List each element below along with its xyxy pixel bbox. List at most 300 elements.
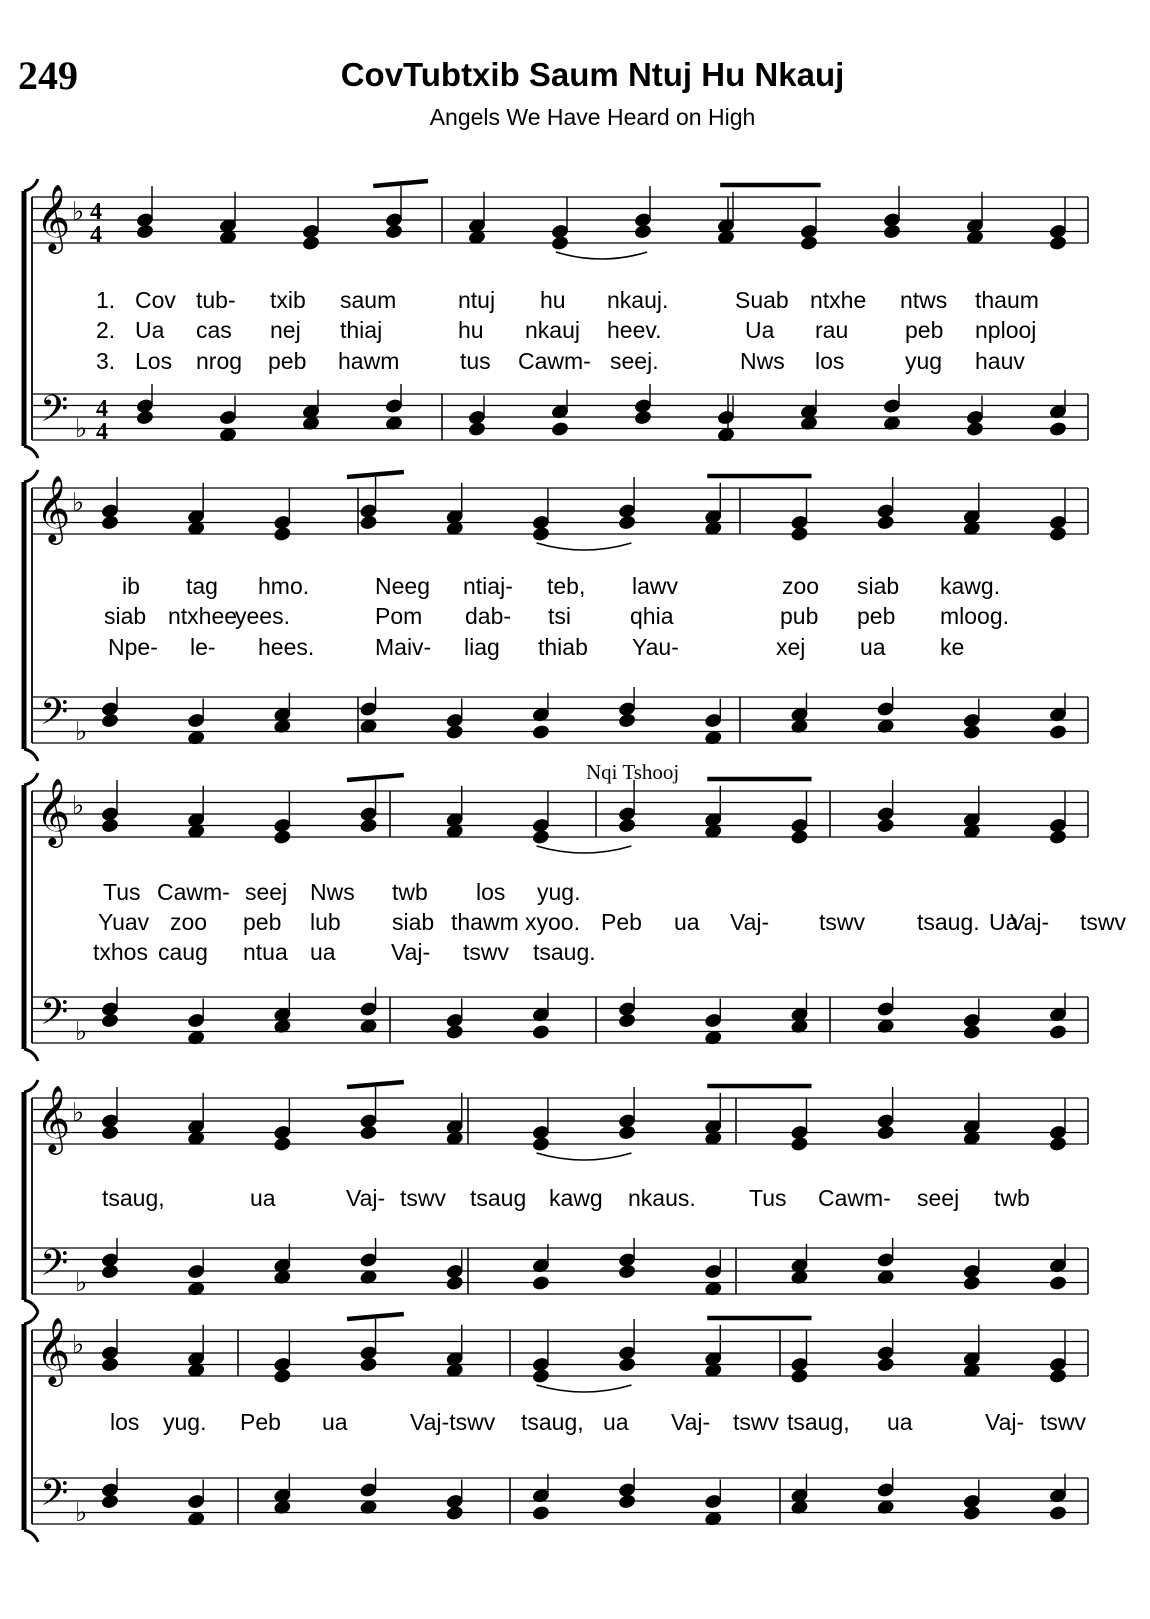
note-head	[963, 713, 980, 728]
note-head	[360, 702, 377, 717]
note-head	[1049, 1357, 1066, 1372]
note-head	[705, 1013, 722, 1028]
note-head	[877, 702, 894, 717]
lyric-syllable: tswv	[1040, 1409, 1086, 1435]
flat-sign-icon: ♭	[75, 717, 88, 747]
flat-sign-icon: ♭	[72, 488, 85, 518]
note-head	[446, 713, 463, 728]
note-head	[963, 1276, 980, 1291]
lyric-syllable: Vaj-	[671, 1409, 711, 1435]
note-head	[136, 224, 153, 239]
time-signature: 4	[90, 199, 102, 225]
note-head	[551, 422, 568, 437]
note-head	[791, 1137, 808, 1152]
hymn-number: 249	[18, 53, 78, 98]
lyric-syllable: kawg.	[940, 573, 1001, 599]
note-head	[717, 410, 734, 425]
note-head	[883, 213, 900, 228]
note-beam	[347, 1082, 404, 1087]
lyric-syllable: qhia	[630, 603, 674, 629]
note-head	[101, 702, 118, 717]
note-head	[619, 1013, 636, 1028]
note-head	[101, 807, 118, 822]
note-head	[634, 224, 651, 239]
note-head	[446, 1264, 463, 1279]
lyric-syllable: le-	[190, 634, 216, 660]
note-head	[446, 1013, 463, 1028]
hymn-subtitle: Angels We Have Heard on High	[429, 104, 756, 130]
note-head	[532, 515, 549, 530]
bass-clef-icon: 𝄢	[40, 691, 69, 742]
treble-clef-icon: 𝄞	[36, 777, 71, 845]
lyric-syllable: los	[815, 348, 845, 374]
note-head	[101, 1357, 118, 1372]
lyric-syllable: los	[110, 1409, 140, 1435]
lyric-syllable: thawm	[451, 909, 519, 935]
lyric-syllable: nej	[270, 317, 301, 343]
lyric-syllable: tsi	[548, 603, 571, 629]
note-head	[551, 236, 568, 251]
lyric-syllable: ntiaj-	[463, 573, 513, 599]
note-head	[360, 1114, 377, 1129]
note-head	[963, 1494, 980, 1509]
lyric-syllable: tsaug,	[787, 1409, 850, 1435]
note-head	[619, 1483, 636, 1498]
note-head	[800, 236, 817, 251]
lyric-syllable: tswv	[733, 1409, 779, 1435]
treble-clef-icon: 𝄞	[36, 1084, 71, 1152]
lyric-syllable: hu	[458, 317, 484, 343]
note-head	[877, 1125, 894, 1140]
lyric-syllable: Neeg	[375, 573, 430, 599]
note-head	[1049, 1276, 1066, 1291]
lyric-syllable: hees.	[258, 634, 315, 660]
lyric-syllable: tsaug	[470, 1185, 527, 1211]
lyric-syllable: yug.	[163, 1409, 207, 1435]
note-head	[705, 1264, 722, 1279]
lyric-syllable: seej	[917, 1185, 960, 1211]
note-head	[532, 1357, 549, 1372]
note-head	[385, 399, 402, 414]
lyric-syllable: nkaus.	[628, 1185, 696, 1211]
note-head	[634, 399, 651, 414]
lyric-syllable: ntxhe	[810, 287, 867, 313]
note-head	[619, 1002, 636, 1017]
note-head	[136, 213, 153, 228]
note-head	[101, 1013, 118, 1028]
lyric-syllable: tswv	[463, 939, 509, 965]
note-head	[101, 1483, 118, 1498]
note-head	[1049, 1125, 1066, 1140]
lyric-syllable: xej	[776, 634, 806, 660]
lyric-syllable: ntxhee	[168, 603, 238, 629]
lyric-syllable: dab-	[465, 603, 512, 629]
lyric-syllable: nplooj	[975, 317, 1037, 343]
note-head	[800, 224, 817, 239]
lyric-syllable: ib	[122, 573, 140, 599]
bass-clef-icon: 𝄢	[40, 1472, 69, 1523]
lyric-syllable: los	[476, 879, 506, 905]
note-head	[302, 236, 319, 251]
note-head	[1049, 830, 1066, 845]
note-head	[883, 224, 900, 239]
lyric-syllable: Vaj-	[1010, 909, 1050, 935]
lyric-syllable: Yau-	[632, 634, 679, 660]
lyric-syllable: Vaj-tswv	[410, 1409, 496, 1435]
note-head	[274, 1125, 291, 1140]
lyric-syllable: tsaug.	[917, 909, 980, 935]
treble-clef-icon: 𝄞	[36, 183, 71, 251]
lyric-syllable: Vaj-	[346, 1185, 386, 1211]
lyric-syllable: peb	[243, 909, 282, 935]
lyric-syllable: caug	[158, 939, 208, 965]
slur	[537, 1153, 632, 1160]
lyric-syllable: tswv	[819, 909, 865, 935]
note-head	[705, 713, 722, 728]
lyric-syllable: peb	[857, 603, 896, 629]
lyric-syllable: hauv	[975, 348, 1025, 374]
note-head	[877, 1114, 894, 1129]
lyric-syllable: Ua	[989, 909, 1019, 935]
lyric-syllable: cas	[196, 317, 232, 343]
lyric-syllable: hu	[540, 287, 566, 313]
note-head	[619, 807, 636, 822]
bass-clef-icon: 𝄢	[40, 991, 69, 1042]
lyric-syllable: thaum	[975, 287, 1039, 313]
lyric-syllable: Nws	[310, 879, 355, 905]
lyric-syllable: siab	[857, 573, 900, 599]
note-head	[532, 1506, 549, 1521]
note-head	[101, 1125, 118, 1140]
flat-sign-icon: ♭	[75, 414, 88, 444]
note-head	[963, 1025, 980, 1040]
lyric-syllable: 2.	[96, 317, 116, 343]
note-head	[188, 1494, 205, 1509]
note-head	[532, 818, 549, 833]
note-head	[136, 399, 153, 414]
lyric-syllable: ke	[940, 634, 965, 660]
slur	[537, 543, 632, 550]
note-head	[619, 702, 636, 717]
refrain-label: Nqi Tshooj	[586, 760, 680, 784]
note-head	[532, 527, 549, 542]
note-head	[274, 1369, 291, 1384]
note-head	[963, 1013, 980, 1028]
lyric-syllable: txhos	[93, 939, 148, 965]
lyric-syllable: twb	[392, 879, 428, 905]
note-head	[705, 1494, 722, 1509]
lyric-syllable: twb	[994, 1185, 1030, 1211]
note-head	[877, 1483, 894, 1498]
flat-sign-icon: ♭	[75, 1268, 88, 1298]
note-head	[360, 1483, 377, 1498]
lyric-syllable: peb	[268, 348, 307, 374]
note-head	[1049, 1025, 1066, 1040]
flat-sign-icon: ♭	[75, 1498, 88, 1528]
lyric-syllable: Suab	[735, 287, 789, 313]
note-head	[1049, 818, 1066, 833]
treble-clef-icon: 𝄞	[36, 1316, 71, 1384]
lyric-syllable: zoo	[170, 909, 208, 935]
lyric-syllable: Vaj-	[985, 1409, 1025, 1435]
note-head	[360, 1357, 377, 1372]
note-beam	[347, 472, 404, 477]
note-head	[963, 1506, 980, 1521]
note-head	[101, 1346, 118, 1361]
note-head	[532, 725, 549, 740]
lyric-syllable: Tus	[749, 1185, 787, 1211]
note-beam	[373, 181, 428, 186]
slur	[537, 1385, 632, 1392]
lyric-syllable: ua	[603, 1409, 629, 1435]
note-head	[634, 410, 651, 425]
note-head	[101, 1002, 118, 1017]
note-head	[877, 504, 894, 519]
lyric-syllable: yees.	[235, 603, 290, 629]
note-head	[385, 224, 402, 239]
note-head	[446, 1276, 463, 1291]
note-head	[188, 1013, 205, 1028]
note-head	[274, 1137, 291, 1152]
note-head	[619, 1253, 636, 1268]
note-head	[1049, 1369, 1066, 1384]
note-head	[619, 504, 636, 519]
slur	[556, 252, 647, 259]
note-head	[619, 713, 636, 728]
note-head	[634, 213, 651, 228]
lyric-syllable: yug	[905, 348, 943, 374]
lyric-syllable: ua	[310, 939, 336, 965]
lyric-syllable: tus	[460, 348, 491, 374]
note-head	[791, 527, 808, 542]
note-head	[136, 410, 153, 425]
lyric-syllable: ua	[887, 1409, 913, 1435]
lyric-syllable: tsaug.	[533, 939, 596, 965]
lyric-syllable: txib	[270, 287, 306, 313]
note-beam	[347, 1314, 404, 1319]
note-head	[532, 830, 549, 845]
lyric-syllable: nrog	[196, 348, 243, 374]
note-head	[360, 1125, 377, 1140]
lyric-syllable: Tus	[103, 879, 141, 905]
lyric-syllable: Peb	[601, 909, 642, 935]
lyric-syllable: ntuj	[458, 287, 496, 313]
system-bracket	[24, 446, 38, 458]
note-head	[791, 1369, 808, 1384]
lyric-syllable: ua	[322, 1409, 348, 1435]
lyric-syllable: seej	[245, 879, 288, 905]
note-head	[532, 1369, 549, 1384]
lyric-syllable: Nws	[740, 348, 785, 374]
note-head	[360, 1002, 377, 1017]
note-head	[302, 224, 319, 239]
note-head	[1049, 515, 1066, 530]
flat-sign-icon: ♭	[72, 197, 85, 227]
flat-sign-icon: ♭	[75, 1017, 88, 1047]
lyric-syllable: tswv	[400, 1185, 446, 1211]
note-head	[532, 1276, 549, 1291]
lyric-syllable: Cawm-	[157, 879, 230, 905]
lyric-syllable: ntua	[243, 939, 288, 965]
lyric-syllable: peb	[905, 317, 944, 343]
lyric-syllable: thiab	[538, 634, 588, 660]
lyric-syllable: kawg	[549, 1185, 603, 1211]
note-head	[274, 818, 291, 833]
lyric-syllable: siab	[104, 603, 147, 629]
note-head	[877, 1346, 894, 1361]
lyric-syllable: ua	[250, 1185, 276, 1211]
system-bracket	[24, 1530, 38, 1542]
note-head	[360, 515, 377, 530]
note-head	[1049, 1506, 1066, 1521]
note-head	[791, 1357, 808, 1372]
lyric-syllable: xyoo.	[525, 909, 580, 935]
note-head	[188, 1264, 205, 1279]
lyric-syllable: Cawm-	[518, 348, 591, 374]
note-head	[101, 504, 118, 519]
lyric-syllable: ua	[860, 634, 886, 660]
lyric-syllable: hawm	[338, 348, 400, 374]
lyric-syllable: Cawm-	[818, 1185, 891, 1211]
lyric-syllable: Vaj-	[730, 909, 770, 935]
note-head	[963, 725, 980, 740]
note-head	[1049, 1137, 1066, 1152]
note-head	[101, 1114, 118, 1129]
note-head	[360, 807, 377, 822]
bass-clef-icon: 𝄢	[40, 1242, 69, 1293]
lyric-syllable: pub	[780, 603, 819, 629]
lyric-syllable: tsaug,	[521, 1409, 584, 1435]
note-head	[619, 1125, 636, 1140]
treble-clef-icon: 𝄞	[36, 474, 71, 542]
lyric-syllable: mloog.	[940, 603, 1010, 629]
lyric-syllable: seej.	[610, 348, 659, 374]
note-head	[877, 1357, 894, 1372]
note-head	[101, 713, 118, 728]
note-head	[1049, 224, 1066, 239]
lyric-syllable: tswv	[1080, 909, 1126, 935]
note-head	[619, 1264, 636, 1279]
note-head	[219, 410, 236, 425]
note-head	[274, 1357, 291, 1372]
lyric-syllable: saum	[340, 287, 397, 313]
note-beam	[347, 775, 404, 780]
lyric-syllable: Maiv-	[375, 634, 432, 660]
note-head	[101, 515, 118, 530]
note-head	[188, 713, 205, 728]
note-head	[101, 1264, 118, 1279]
note-head	[966, 422, 983, 437]
note-head	[360, 1253, 377, 1268]
note-head	[385, 213, 402, 228]
slur	[537, 846, 632, 853]
lyric-syllable: ua	[674, 909, 700, 935]
note-head	[877, 515, 894, 530]
note-head	[883, 399, 900, 414]
note-head	[877, 1253, 894, 1268]
note-head	[468, 410, 485, 425]
note-head	[619, 1346, 636, 1361]
note-head	[101, 1253, 118, 1268]
lyric-syllable: tag	[186, 573, 218, 599]
note-head	[1049, 725, 1066, 740]
note-head	[619, 515, 636, 530]
note-head	[551, 224, 568, 239]
lyric-syllable: lub	[310, 909, 341, 935]
lyric-syllable: rau	[815, 317, 849, 343]
note-head	[360, 1346, 377, 1361]
lyric-syllable: nkauj	[525, 317, 580, 343]
note-head	[360, 818, 377, 833]
note-head	[877, 818, 894, 833]
note-head	[791, 515, 808, 530]
note-head	[532, 1125, 549, 1140]
note-head	[619, 1357, 636, 1372]
note-head	[966, 410, 983, 425]
lyric-syllable: Yuav	[98, 909, 150, 935]
hymn-title: CovTubtxib Saum Ntuj Hu Nkauj	[340, 56, 845, 93]
lyric-syllable: siab	[392, 909, 435, 935]
note-head	[274, 515, 291, 530]
note-head	[1049, 236, 1066, 251]
note-head	[446, 725, 463, 740]
note-head	[274, 830, 291, 845]
lyric-syllable: liag	[464, 634, 500, 660]
lyric-syllable: 3.	[96, 348, 116, 374]
note-head	[877, 1002, 894, 1017]
note-head	[274, 527, 291, 542]
note-head	[360, 504, 377, 519]
lyric-syllable: thiaj	[340, 317, 383, 343]
lyric-syllable: lawv	[632, 573, 679, 599]
lyric-syllable: nkauj.	[607, 287, 669, 313]
lyric-syllable: hmo.	[258, 573, 310, 599]
bass-clef-icon: 𝄢	[40, 388, 69, 439]
lyric-syllable: teb,	[547, 573, 586, 599]
lyric-syllable: Ua	[135, 317, 165, 343]
lyric-syllable: Vaj-	[391, 939, 431, 965]
note-head	[101, 1494, 118, 1509]
note-head	[619, 1494, 636, 1509]
note-head	[1049, 527, 1066, 542]
note-head	[446, 1506, 463, 1521]
lyric-syllable: tsaug,	[102, 1185, 165, 1211]
note-head	[791, 1125, 808, 1140]
lyric-syllable: Cov	[135, 287, 176, 313]
note-head	[1049, 422, 1066, 437]
note-head	[446, 1494, 463, 1509]
note-head	[532, 1137, 549, 1152]
lyric-syllable: Npe-	[108, 634, 158, 660]
lyric-syllable: Peb	[240, 1409, 281, 1435]
note-head	[446, 1025, 463, 1040]
note-head	[101, 818, 118, 833]
lyric-syllable: heev.	[607, 317, 662, 343]
system-bracket	[24, 1300, 38, 1312]
lyric-syllable: zoo	[782, 573, 820, 599]
time-signature: 4	[90, 222, 102, 248]
flat-sign-icon: ♭	[72, 791, 85, 821]
lyric-syllable: ntws	[900, 287, 948, 313]
note-head	[791, 818, 808, 833]
flat-sign-icon: ♭	[72, 1330, 85, 1360]
system-bracket	[24, 749, 38, 761]
note-head	[619, 1114, 636, 1129]
system-bracket	[24, 1049, 38, 1061]
lyric-syllable: yug.	[537, 879, 581, 905]
lyric-syllable: tub-	[196, 287, 236, 313]
note-head	[619, 818, 636, 833]
